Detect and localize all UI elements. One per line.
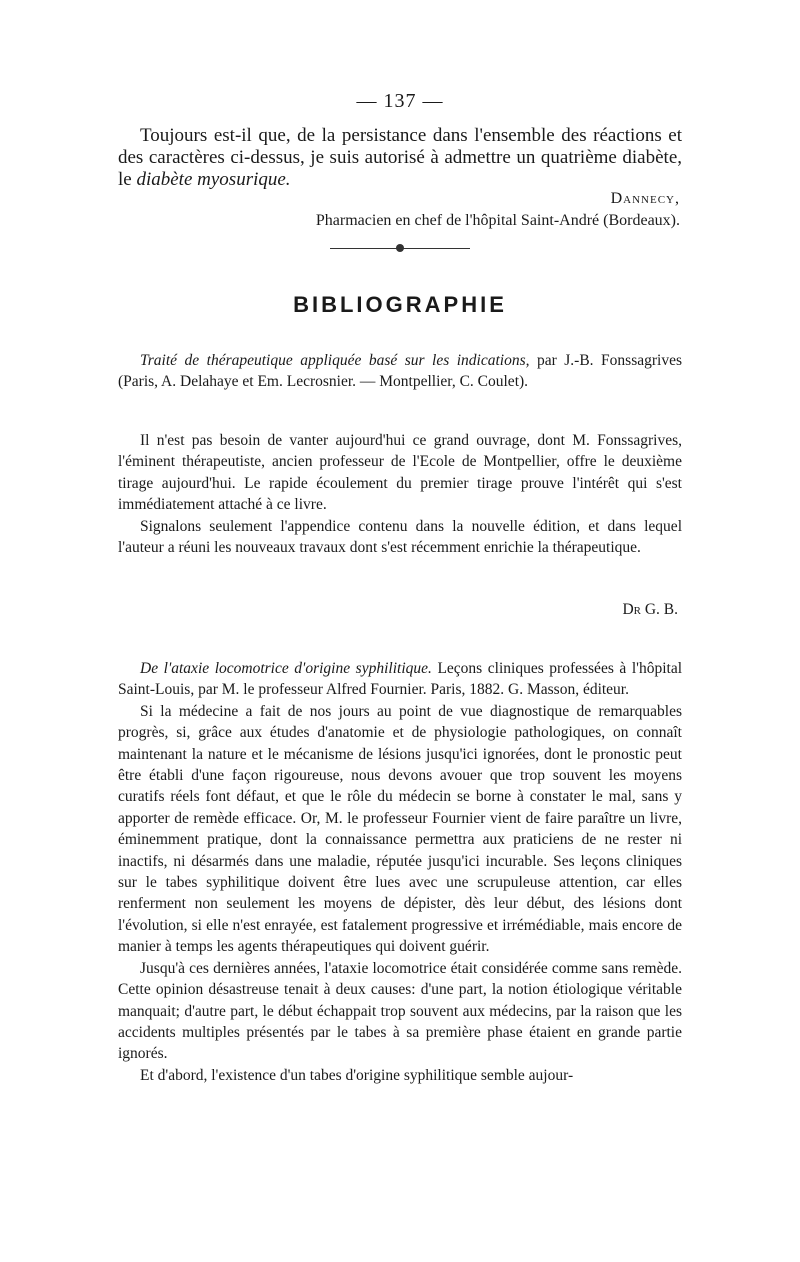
review1-citation-rest: par J.-B. Fonssagrives (Paris, A. Delahaye et Em. Lecrosnier. — Montpellier, C. Coulet). <box>118 352 682 391</box>
intro-paragraph <box>118 125 682 191</box>
review1-title: Traité de thérapeutique appliquée basé sur les indications, <box>140 352 530 369</box>
review2-body <box>118 658 682 1086</box>
review2-citation-rest: Leçons cliniques professées à l'hôpital Saint-Louis, par M. le professeur Alfred Fournier. Paris, 1882. G. Masson, éditeur. <box>118 660 682 699</box>
review1-body <box>118 430 682 558</box>
section-heading: BIBLIOGRAPHIE <box>293 292 507 317</box>
author-signature-name: Dannecy, <box>610 190 680 207</box>
intro-italic-term: diabète myosurique. <box>136 169 291 190</box>
review1-paragraph-2: Signalons seulement l'appendice contenu dans la nouvelle édition, et dans lequel l'auteur a réuni les nouveaux travaux dont s'est récemment enrichie la thérapeutique. <box>118 517 682 557</box>
review2-paragraph-3: Et d'abord, l'existence d'un tabes d'origine syphilitique semble aujour- <box>140 1066 574 1084</box>
review2-paragraph-2: Jusqu'à ces dernières années, l'ataxie locomotrice était considérée comme sans remède. Cette opinion désastreuse tenait à deux causes: d'une part, la notion étiologique véritable manquait; d'autre part, le début échappait trop souvent aux médecins, par la raison que les accidents multiples présentés par le tabes à sa première phase étaient en grande partie ignorés. <box>118 959 682 1063</box>
divider-ornament <box>396 244 404 252</box>
review2-paragraph-1: Si la médecine a fait de nos jours au point de vue diagnostique de remarquables progrès, si, grâce aux études d'anatomie et de physiologie pathologiques, on connaît maintenant la nature et le mécanisme de lésions jusqu'ici ignorées, dont le pronostic peut être établi d'une façon rigoureuse, nous devons avouer que trop souvent les moyens curatifs réels font défaut, et que le rôle du médecin se borne à constater le mal, sans y apporter de remède efficace. Or, M. le professeur Fournier vient de faire paraître un livre, éminemment pratique, dont la connaissance permettra aux praticiens de ne rester ni inactifs, ni désarmés dans une maladie, réputée jusqu'ici incurable. Ses leçons cliniques sur le tabes syphilitique doivent être lues avec une scrupuleuse attention, car elles renferment non seulement les moyens de dépister, dès leur début, des lésions dont l'évolution, si elle n'est enrayée, est fatalement progressive et irrémédiable, mais encore de manier à temps les agents thérapeutiques qui doivent guérir. <box>118 702 682 956</box>
intro-text: Toujours est-il que, de la persistance dans l'ensemble des réactions et des caractères ci-dessus, je suis autorisé à admettre un quatrième diabète, le <box>118 125 682 190</box>
review2-citation <box>118 658 682 701</box>
review1-paragraph-1: Il n'est pas besoin de vanter aujourd'hui ce grand ouvrage, dont M. Fonssagrives, l'éminent thérapeutiste, ancien professeur de l'Ecole de Montpellier, offre le deuxième tirage aujourd'hui. Le rapide écoulement du premier tirage prouve l'intérêt qui s'est immédiatement attaché à ce livre. <box>118 432 682 514</box>
page-number: — 137 — <box>356 90 444 112</box>
review2-title: De l'ataxie locomotrice d'origine syphilitique. <box>140 660 432 677</box>
review1-citation <box>118 350 682 393</box>
author-signature-title: Pharmacien en chef de l'hôpital Saint-André (Bordeaux). <box>315 212 680 229</box>
review1-signature: Dr G. B. <box>622 601 678 618</box>
